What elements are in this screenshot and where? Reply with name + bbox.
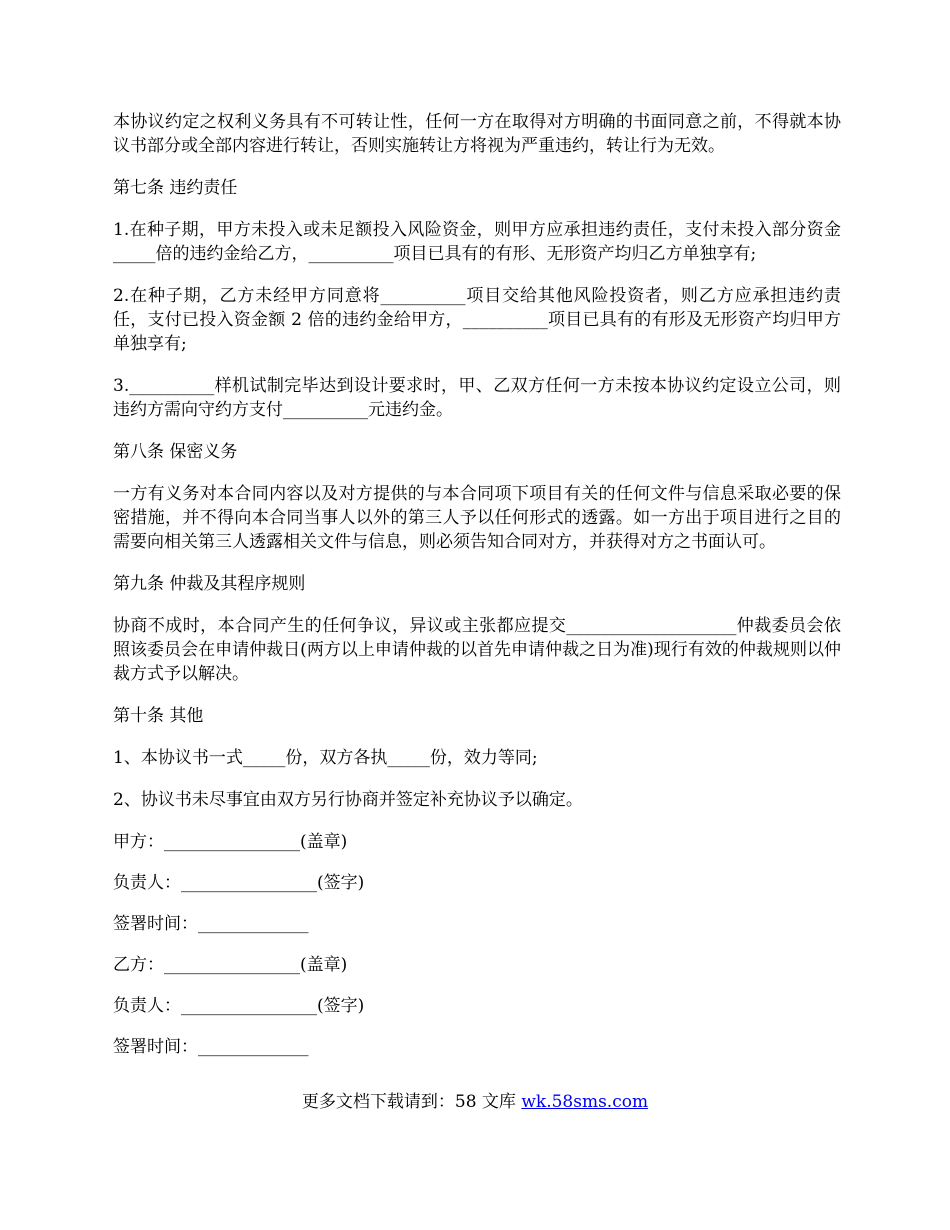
heading-article-7: 第七条 违约责任 [113,178,238,198]
heading-article-8: 第八条 保密义务 [113,442,238,462]
clause-7-1: 1.在种子期，甲方未投入或未足额投入风险资金，则甲方应承担违约责任，支付未投入部分资金_____倍的违约金给乙方，__________项目已具有的有形、无形资产均归乙方单独享有; [113,220,841,264]
clause-8-confidentiality: 一方有义务对本合同内容以及对方提供的与本合同项下项目有关的任何文件与信息采取必要的保密措施，并不得向本合同当事人以外的第三人予以任何形式的透露。如一方出于项目进行之目的需要向相关第三人透露相关文件与信息，则必须告知合同对方，并获得对方之书面认可。 [113,484,841,552]
footer [0,1090,950,1114]
clause-10-1: 1、本协议书一式_____份，双方各执_____份，效力等同; [113,748,538,768]
heading-article-10: 第十条 其他 [113,706,204,726]
clause-7-3: 3.__________样机试制完毕达到设计要求时，甲、乙双方任何一方未按本协议约定设立公司，则违约方需向守约方支付__________元违约金。 [113,376,841,420]
clause-nontransferable: 本协议约定之权利义务具有不可转让性，任何一方在取得对方明确的书面同意之前，不得就本协议书部分或全部内容进行转让，否则实施转让方将视为严重违约，转让行为无效。 [113,112,841,156]
signature-party-b: 乙方：________________(盖章) [113,955,348,975]
clause-9-arbitration: 协商不成时，本合同产生的任何争议，异议或主张都应提交____________________仲裁委员会依照该委员会在申请仲裁日(两方以上申请仲裁的以首先申请仲裁之日为准)现行有效的仲裁规则以仲裁方式予以解决。 [113,616,841,684]
clause-7-2: 2.在种子期，乙方未经甲方同意将__________项目交给其他风险投资者，则乙方应承担违约责任，支付已投入资金额 2 倍的违约金给甲方，__________项目已具有的有形及无形资产均归甲方单独享有; [113,286,841,354]
footer-prefix: 更多文档下载请到：58 文库 [301,1092,522,1112]
signature-party-b-representative: 负责人：________________(签字) [113,996,365,1016]
heading-article-9: 第九条 仲裁及其程序规则 [113,574,306,594]
signature-party-a-date: 签署时间：_____________ [113,914,309,934]
signature-party-a: 甲方：________________(盖章) [113,832,348,852]
signature-party-a-representative: 负责人：________________(签字) [113,873,365,893]
clause-10-2: 2、协议书未尽事宜由双方另行协商并签定补充协议予以确定。 [113,790,583,810]
signature-party-b-date: 签署时间：_____________ [113,1037,309,1057]
signature-block [113,830,841,1059]
document-body [113,110,841,1076]
footer-link[interactable]: wk.58sms.com [521,1092,649,1112]
